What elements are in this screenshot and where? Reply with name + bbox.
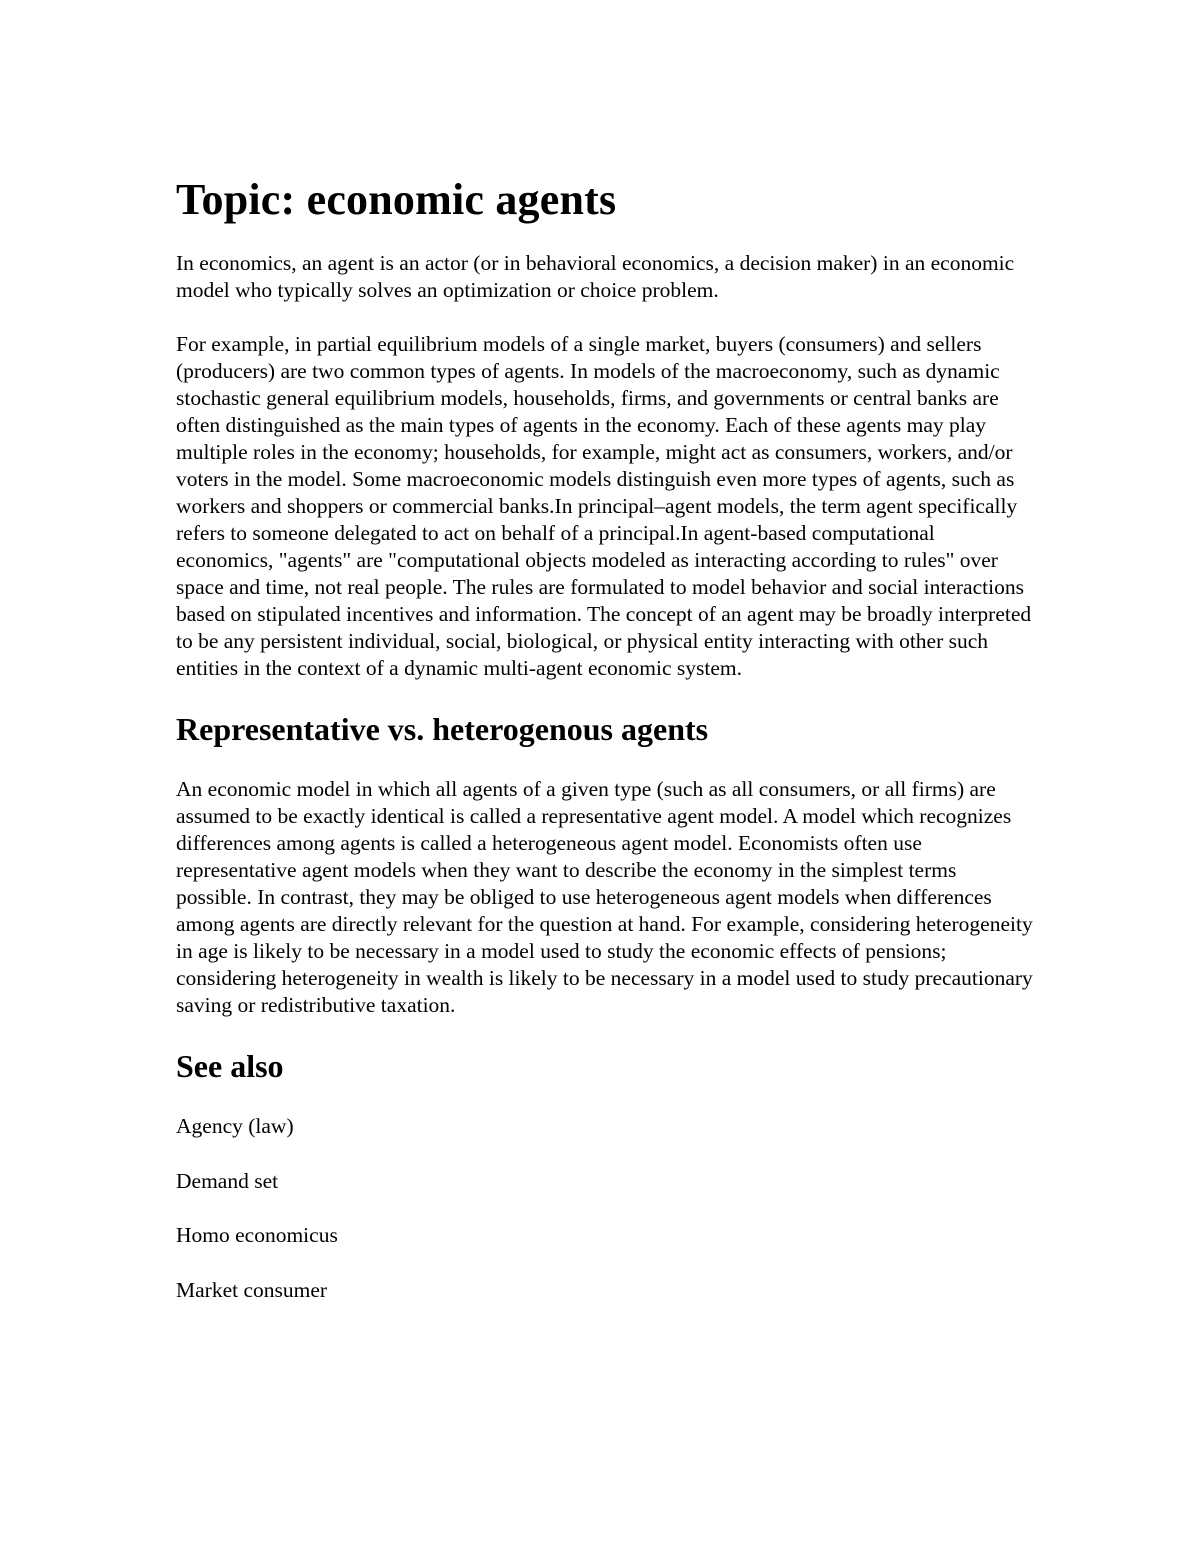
intro-paragraph: In economics, an agent is an actor (or in behavioral economics, a decision maker) in an economic model who typically solves an optimization or choice problem. [176,251,1015,302]
see-also-item-homo-economicus: Homo economicus [176,1223,338,1247]
examples-paragraph: For example, in partial equilibrium models of a single market, buyers (consumers) and sellers (producers) are two common types of agents. In models of the macroeconomy, such as dynamic stochastic general equilibrium models, households, firms, and governments or central banks are often distinguished as the main types of agents in the economy. Each of these agents may play multiple roles in the economy; households, for example, might act as consumers, workers, and/or voters in the model. Some macroeconomic models distinguish even more types of agents, such as workers and shoppers or commercial banks.In principal–agent models, the term agent specifically refers to someone delegated to act on behalf of a principal.In agent-based computational economics, "agents" are "computational objects modeled as interacting according to rules" over space and time, not real people. The rules are formulated to model behavior and social interactions based on stipulated incentives and information. The concept of an agent may be broadly interpreted to be any persistent individual, social, biological, or physical entity interacting with other such entities in the context of a dynamic multi-agent economic system. [176,332,1032,680]
document-page [176,172,1036,1331]
see-also-item-market-consumer: Market consumer [176,1277,328,1302]
see-also-item-demand-set: Demand set [176,1168,279,1193]
representative-paragraph: An economic model in which all agents of a given type (such as all consumers, or all firms) are assumed to be exactly identical is called a representative agent model. A model which recognizes differences among agents is called a heterogeneous agent model. Economists often use representative agent models when they want to describe the economy in the simplest terms possible. In contrast, they may be obliged to use heterogeneous agent models when differences among agents are directly relevant for the question at hand. For example, considering heterogeneity in age is likely to be necessary in a model used to study the economic effects of pensions; considering heterogeneity in wealth is likely to be necessary in a model used to study precautionary saving or redistributive taxation. [176,777,1033,1017]
see-also-list [176,1113,1036,1304]
document-title: Topic: economic agents [176,175,617,224]
see-also-heading: See also [176,1048,284,1084]
see-also-item-agency-law: Agency (law) [176,1114,294,1138]
representative-heading: Representative vs. heterogenous agents [176,711,709,747]
